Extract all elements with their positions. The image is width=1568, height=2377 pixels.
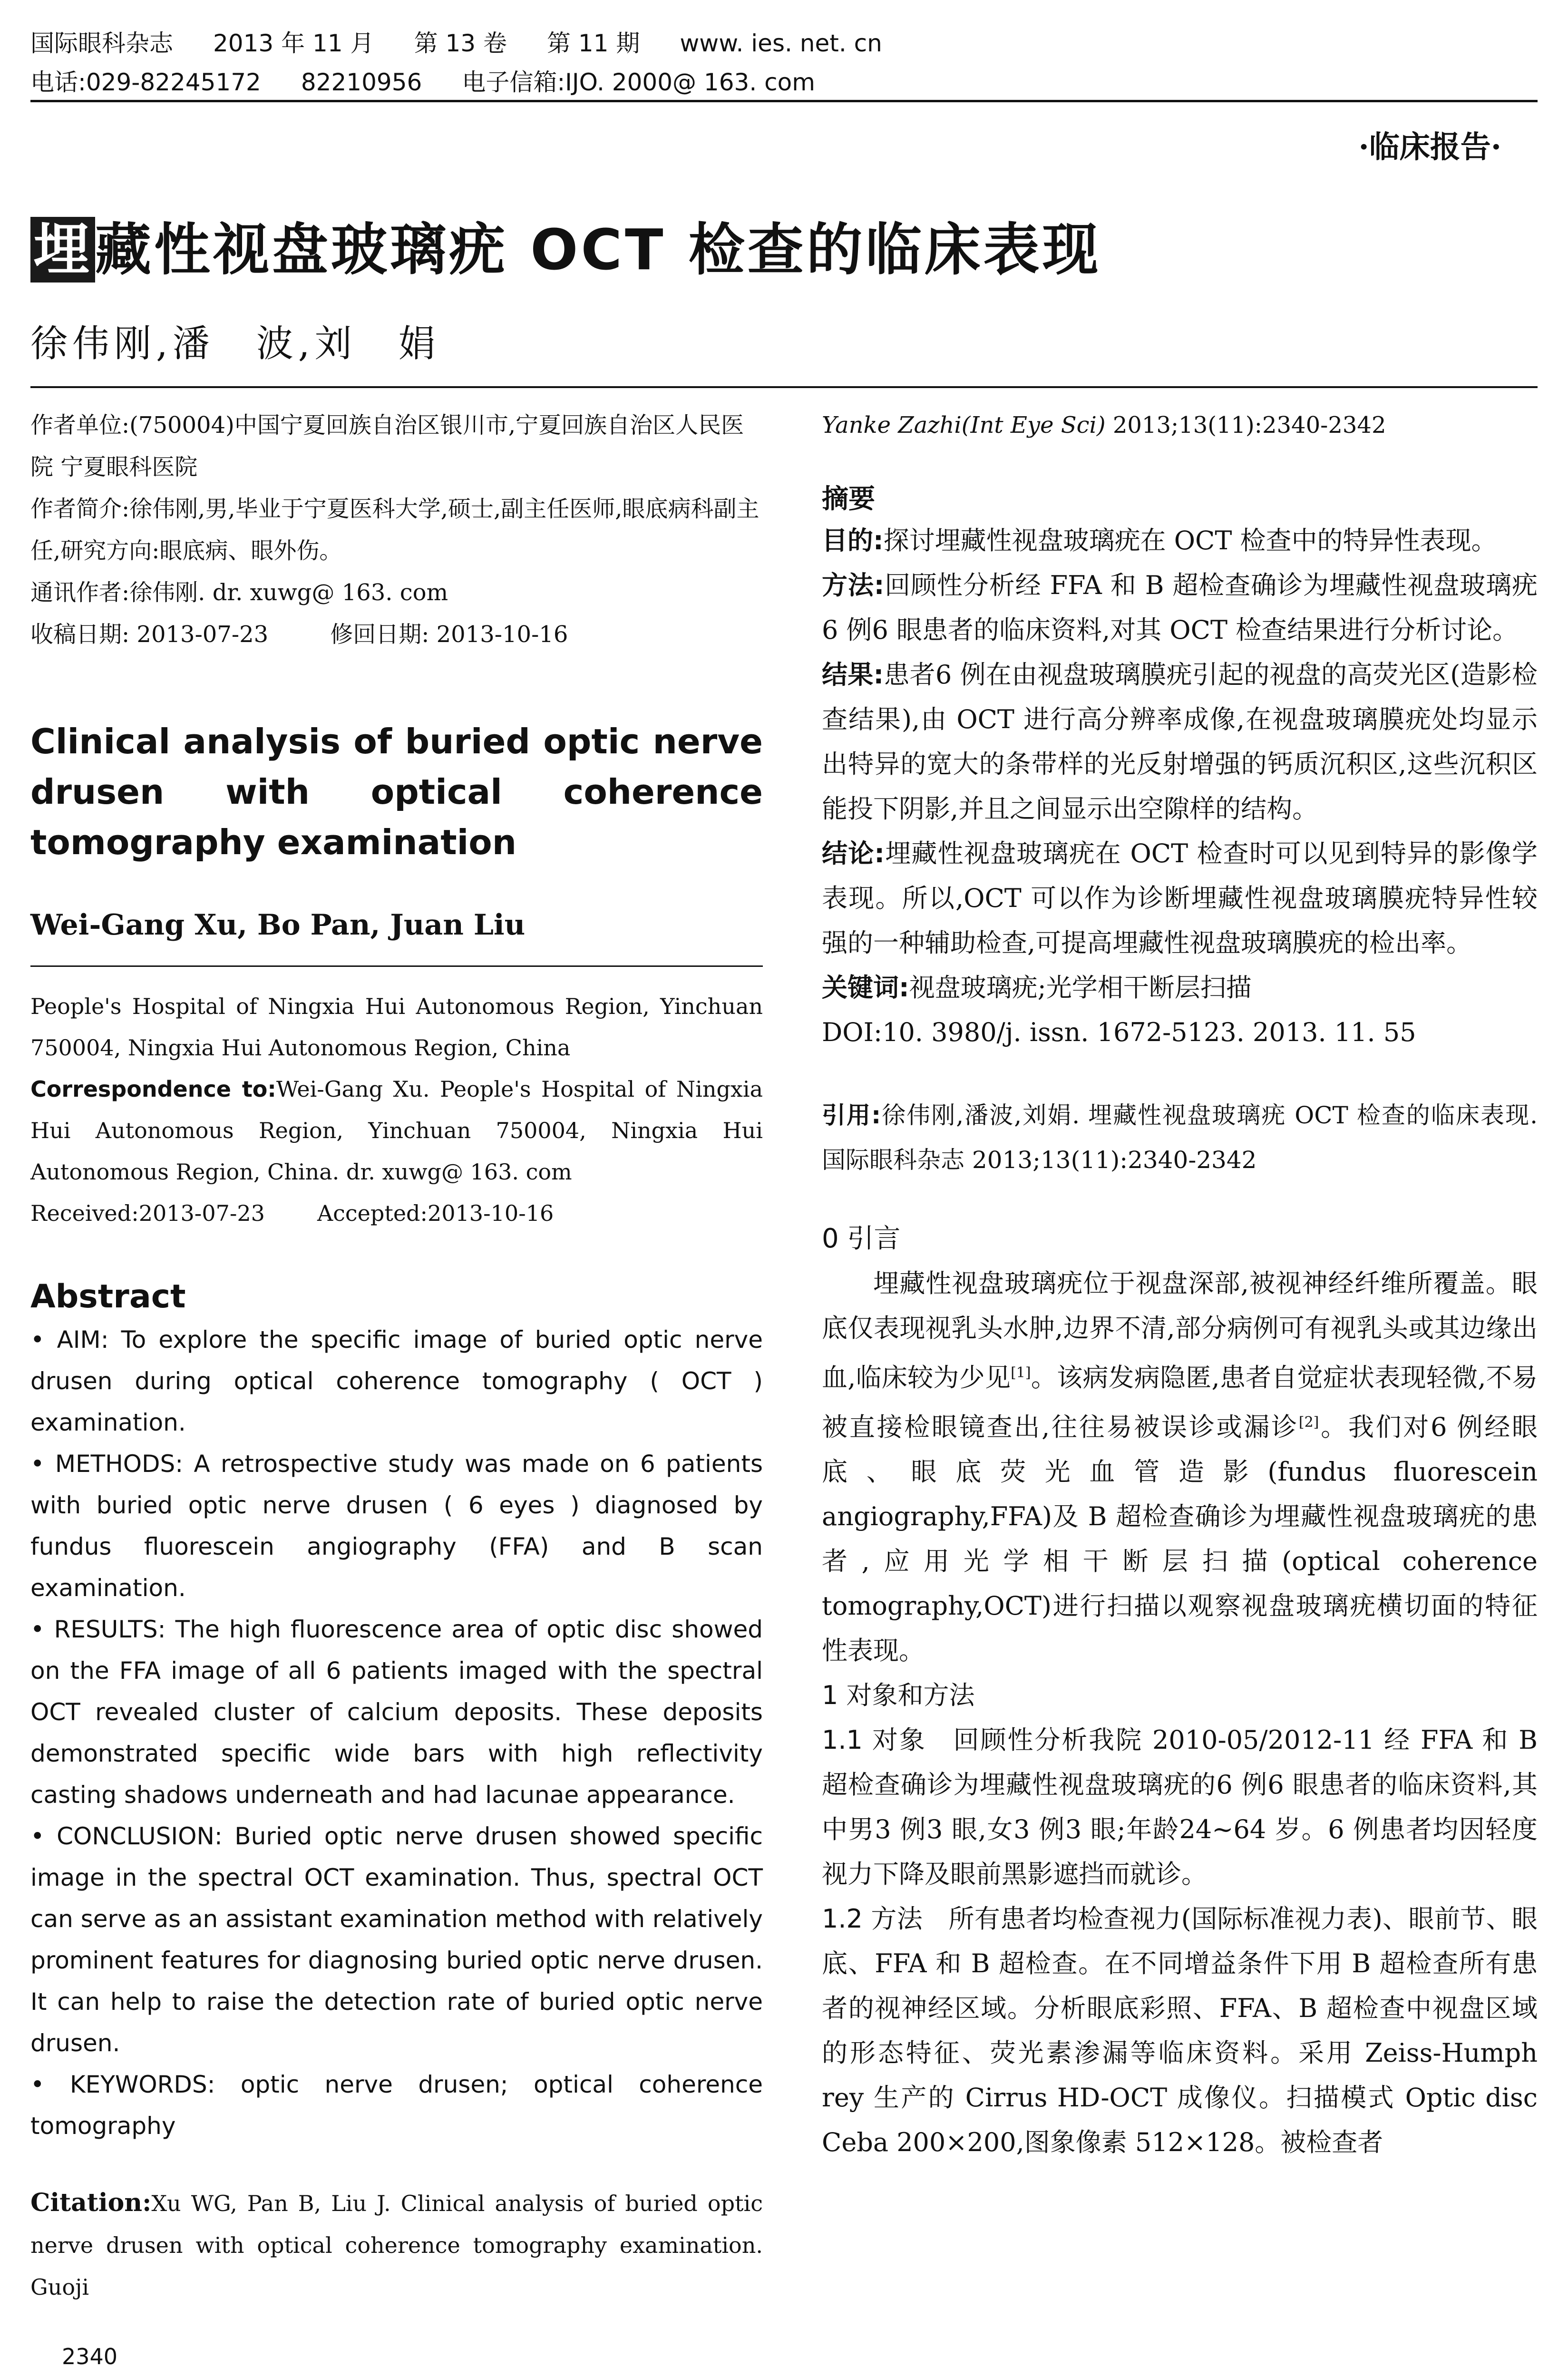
citation bbox=[30, 2182, 763, 2308]
english-title: Clinical analysis of buried optic nerve drusen with optical coherence tomography examination bbox=[30, 721, 763, 862]
page-number: 2340 bbox=[62, 2344, 118, 2369]
journal-ref-plain: 2013;13(11):2340-2342 bbox=[1105, 412, 1386, 438]
zh-citation bbox=[822, 1093, 1538, 1182]
intro-body bbox=[822, 1261, 1538, 2165]
section-1-2 bbox=[822, 1897, 1538, 2165]
dates-cn bbox=[30, 614, 763, 655]
abstract-aim: • AIM: To explore the specific image of buried optic nerve drusen during optical coherence tomography ( OCT ) examination. bbox=[30, 1326, 763, 1436]
en-accepted: Accepted:2013-10-16 bbox=[317, 1200, 554, 1226]
zh-keywords bbox=[822, 965, 1538, 1010]
author-rule bbox=[30, 965, 763, 967]
correspondence-label: Correspondence to: bbox=[30, 1076, 276, 1102]
intro-paragraph bbox=[822, 1261, 1538, 1673]
abstract-body bbox=[30, 1319, 763, 2147]
website: www. ies. net. cn bbox=[680, 29, 882, 57]
intro-p1c: 。我们对6 例经眼底、眼底荧光血管造影(fundus fluorescein angiography,FFA)及 B 超检查确诊为埋藏性视盘玻璃疣的患者,应用光学相干断层扫描(optical coherence tomography,OCT)进行扫描以观察视盘玻璃疣横切面的特征性表现。 bbox=[822, 1412, 1538, 1666]
section-1-1 bbox=[822, 1718, 1538, 1897]
issue: 第 11 期 bbox=[546, 29, 640, 57]
email: 电子信箱:IJO. 2000@ 163. com bbox=[462, 68, 815, 96]
affiliation: 作者单位:(750004)中国宁夏回族自治区银川市,宁夏回族自治区人民医院 宁夏眼科医院 bbox=[30, 412, 744, 480]
summary-heading: 摘要 bbox=[822, 484, 875, 515]
section-1-1-text: 回顾性分析我院 2010-05/2012-11 经 FFA 和 B 超检查确诊为埋藏性视盘玻璃疣的6 例6 眼患者的临床资料,其中男3 例3 眼,女3 例3 眼;年龄24~64 岁。6 例患者均因轻度视力下降及眼前黑影遮挡而就诊。 bbox=[822, 1725, 1538, 1889]
correspondence bbox=[30, 1069, 763, 1193]
zh-methods-label: 方法: bbox=[822, 570, 885, 600]
ref-2: [2] bbox=[1298, 1414, 1319, 1431]
zh-conclusion bbox=[822, 831, 1538, 965]
zh-methods bbox=[822, 563, 1538, 653]
zh-results bbox=[822, 653, 1538, 831]
abstract-conclusion: • CONCLUSION: Buried optic nerve drusen showed specific image in the spectral OCT examination. Thus, spectral OCT can serve as an assistant examination method with relatively prominent features for diagnosing buried optic nerve drusen. It can help to raise the detection rate of buried optic nerve drusen. bbox=[30, 1822, 763, 2057]
zh-keywords-text: 视盘玻璃疣;光学相干断层扫描 bbox=[909, 973, 1252, 1003]
zh-keywords-label: 关键词: bbox=[822, 973, 909, 1003]
corresponding-author: 通讯作者:徐伟刚. dr. xuwg@ 163. com bbox=[30, 579, 448, 606]
section-tag: ·临床报告· bbox=[1358, 129, 1501, 165]
authors-cn: 徐伟刚,潘 波,刘 娟 bbox=[30, 322, 440, 365]
journal-header bbox=[30, 24, 922, 102]
abstract-heading: Abstract bbox=[30, 1278, 186, 1315]
right-column bbox=[822, 404, 1538, 2165]
revised-date: 修回日期: 2013-10-16 bbox=[330, 621, 568, 648]
title-first-char: 埋 bbox=[30, 217, 95, 283]
citation-label: Citation: bbox=[30, 2188, 152, 2217]
journal-ref-italic: Yanke Zazhi(Int Eye Sci) bbox=[822, 412, 1106, 438]
correspondence-text: Wei-Gang Xu. People's Hospital of Ningxia Hui Autonomous Region, Yinchuan 750004, Ningxia Hui Autonomous Region, China. dr. xuwg@ 163. com bbox=[30, 1076, 763, 1185]
author-info bbox=[30, 404, 763, 655]
section-1-1-label: 1.1 对象 bbox=[822, 1725, 926, 1755]
volume: 第 13 卷 bbox=[414, 29, 507, 57]
zh-aim bbox=[822, 518, 1538, 563]
header-rule bbox=[30, 100, 1538, 102]
english-authors: Wei-Gang Xu, Bo Pan, Juan Liu bbox=[30, 908, 526, 942]
received-date: 收稿日期: 2013-07-23 bbox=[30, 621, 269, 648]
english-affiliation: People's Hospital of Ningxia Hui Autonomous Region, Yinchuan 750004, Ningxia Hui Autonomous Region, China bbox=[30, 994, 763, 1061]
author-bio: 作者简介:徐伟刚,男,毕业于宁夏医科大学,硕士,副主任医师,眼底病科副主任,研究方向:眼底病、眼外伤。 bbox=[30, 496, 760, 564]
phone2: 82210956 bbox=[301, 68, 422, 96]
left-column bbox=[30, 404, 763, 2308]
doi: DOI:10. 3980/j. issn. 1672-5123. 2013. 11. 55 bbox=[822, 1017, 1416, 1047]
abstract-results: • RESULTS: The high fluorescence area of optic disc showed on the FFA image of all 6 patients imaged with the spectral OCT revealed cluster of calcium deposits. These deposits demonstrated specific wide bars with high reflectivity casting shadows underneath and had lacunae appearance. bbox=[30, 1616, 763, 1809]
journal-reference bbox=[822, 404, 1538, 446]
dates-en bbox=[30, 1193, 763, 1234]
section-1-heading: 1 对象和方法 bbox=[822, 1680, 975, 1710]
intro-p1b: 。该病发病隐匿,患者自觉症状表现轻微,不易被直接检眼镜查出,往往易被误诊或漏诊 bbox=[822, 1363, 1538, 1442]
chinese-abstract bbox=[822, 518, 1538, 1055]
section-1-2-label: 1.2 方法 bbox=[822, 1904, 923, 1934]
title-rule bbox=[30, 386, 1538, 388]
citation-text: Xu WG, Pan B, Liu J. Clinical analysis of buried optic nerve drusen with optical coherence tomography examination. Guoji bbox=[30, 2191, 763, 2300]
title-rest: 藏性视盘玻璃疣 OCT 检查的临床表现 bbox=[95, 217, 1101, 283]
phone: 电话:029-82245172 bbox=[30, 68, 261, 96]
issue-date: 2013 年 11 月 bbox=[213, 29, 374, 57]
zh-conclusion-label: 结论: bbox=[822, 838, 885, 868]
english-affiliation-block bbox=[30, 986, 763, 1234]
zh-cite-text: 徐伟刚,潘波,刘娟. 埋藏性视盘玻璃疣 OCT 检查的临床表现. 国际眼科杂志 2013;13(11):2340-2342 bbox=[822, 1101, 1538, 1174]
journal-name: 国际眼科杂志 bbox=[30, 29, 173, 57]
intro-p1a: 埋藏性视盘玻璃疣位于视盘深部,被视神经纤维所覆盖。眼底仅表现视乳头水肿,边界不清,部分病例可有视乳头或其边缘出血,临床较为少见 bbox=[822, 1268, 1538, 1393]
abstract-methods: • METHODS: A retrospective study was made on 6 patients with buried optic nerve drusen ( 6 eyes ) diagnosed by fundus fluorescein angiography (FFA) and B scan examination. bbox=[30, 1450, 763, 1602]
zh-cite-label: 引用: bbox=[822, 1101, 881, 1129]
zh-results-text: 患者6 例在由视盘玻璃膜疣引起的视盘的高荧光区(造影检查结果),由 OCT 进行高分辨率成像,在视盘玻璃膜疣处均显示出特异的宽大的条带样的光反射增强的钙质沉积区,这些沉积区能投下阴影,并且之间显示出空隙样的结构。 bbox=[822, 660, 1538, 824]
intro-heading: 0 引言 bbox=[822, 1223, 901, 1254]
zh-methods-text: 回顾性分析经 FFA 和 B 超检查确诊为埋藏性视盘玻璃疣6 例6 眼患者的临床资料,对其 OCT 检查结果进行分析讨论。 bbox=[822, 570, 1538, 645]
article-title bbox=[30, 205, 1101, 285]
en-received: Received:2013-07-23 bbox=[30, 1200, 265, 1226]
zh-conclusion-text: 埋藏性视盘玻璃疣在 OCT 检查时可以见到特异的影像学表现。所以,OCT 可以作为诊断埋藏性视盘玻璃膜疣特异性较强的一种辅助检查,可提高埋藏性视盘玻璃膜疣的检出率。 bbox=[822, 838, 1538, 958]
zh-results-label: 结果: bbox=[822, 660, 884, 690]
abstract-keywords: • KEYWORDS: optic nerve drusen; optical coherence tomography bbox=[30, 2071, 763, 2140]
zh-aim-text: 探讨埋藏性视盘玻璃疣在 OCT 检查中的特异性表现。 bbox=[883, 526, 1497, 555]
section-1-2-text: 所有患者均检查视力(国际标准视力表)、眼前节、眼底、FFA 和 B 超检查。在不同增益条件下用 B 超检查所有患者的视神经区域。分析眼底彩照、FFA、B 超检查中视盘区域的形态特征、荧光素渗漏等临床资料。采用 Zeiss-Humph rey 生产的 Cirrus HD-OCT 成像仪。扫描模式 Optic disc Ceba 200×200,图象像素 512×128。被检查者 bbox=[822, 1904, 1538, 2157]
zh-aim-label: 目的: bbox=[822, 526, 884, 555]
ref-1: [1] bbox=[1011, 1364, 1031, 1381]
